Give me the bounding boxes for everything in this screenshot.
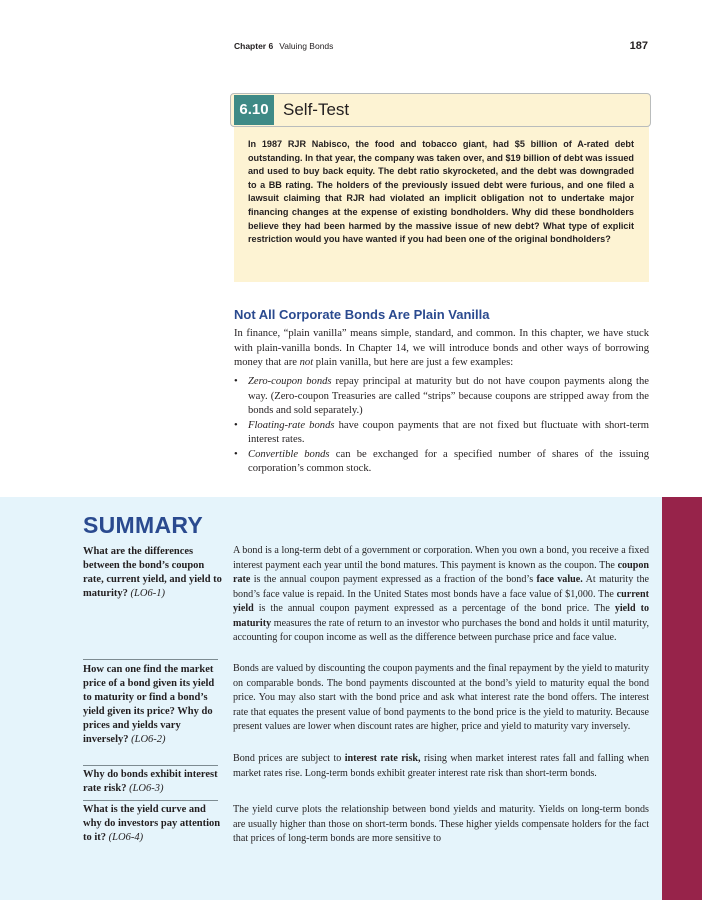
- section-heading: Not All Corporate Bonds Are Plain Vanilla: [234, 307, 490, 322]
- page-number: 187: [629, 40, 648, 52]
- summary-answer-2: Bonds are valued by discounting the coupon payments and the final repayment by the yield to maturity on comparable bonds. The bond payments discounted at the bond’s yield to maturity equal the bond price. You may also start with the bond price and ask what interest rate the bond offers. The interest rate that equates the present value of bond payments to the bond price is the yield to maturity. Because present values are lower when discount rates are higher, price and yield to maturity vary inversely.: [233, 663, 649, 732]
- summary-question-4: What is the yield curve and why do investors pay attention to it? (LO6-4): [83, 804, 221, 843]
- margin-color-bar: [662, 497, 702, 900]
- self-test-title: Self-Test: [283, 100, 350, 119]
- divider: [83, 659, 218, 660]
- summary-title: SUMMARY: [83, 512, 204, 538]
- list-item: • Floating-rate bonds have coupon payments that are not fixed but fluctuate with short-term interest rates.: [234, 419, 649, 448]
- summary-answer-4: The yield curve plots the relationship between bond yields and maturity. Yields on long-term bonds are usually higher than those on short-term bonds. These higher yields compensate holders for the fact that prices of long-term bonds are more sensitive to: [233, 804, 649, 844]
- section-intro: In finance, “plain vanilla” means simple, standard, and common. In this chapter, we have stuck with plain-vanilla bonds. In Chapter 14, we will introduce bonds and other ways of borrowing money that are not plain vanilla, but here are just a few examples:: [234, 328, 649, 368]
- summary-answer-1: A bond is a long-term debt of a government or corporation. When you own a bond, you receive a fixed interest payment each year until the bond matures. This payment is known as the coupon. The coupon rate is the annual coupon payment expressed as a fraction of the bond’s face value. At maturity the bond’s face value is repaid. In the United States most bonds have a face value of $1,000. The current yield is the annual coupon payment expressed as a percentage of the bond price. The yield to maturity measures the rate of return to an investor who purchases the bond and holds it until maturity, accounting for coupon income as well as the difference between purchase price and face value.: [233, 545, 649, 643]
- summary-answer-3: Bond prices are subject to interest rate risk, rising when market interest rates fall and falling when market rates rise. Long-term bonds exhibit greater interest rate risk than short-term bonds.: [233, 753, 649, 779]
- divider: [83, 800, 218, 801]
- summary-question-3: Why do bonds exhibit interest rate risk? (LO6-3): [83, 769, 218, 794]
- chapter-label: Chapter 6 Valuing Bonds: [234, 41, 334, 51]
- summary-question-2: How can one find the market price of a bond given its yield to maturity or find a bond’s yield given its price? Why do prices and yields vary inversely? (LO6-2): [83, 664, 215, 745]
- summary-question-1: What are the differences between the bond’s coupon rate, current yield, and yield to maturity? (LO6-1): [83, 546, 222, 599]
- bond-types-list: [234, 375, 649, 477]
- running-header: [234, 40, 648, 54]
- self-test-header: [230, 93, 651, 127]
- self-test-number: 6.10: [234, 95, 274, 125]
- list-item: • Convertible bonds can be exchanged for a specified number of shares of the issuing corporation’s common stock.: [234, 448, 649, 477]
- divider: [83, 765, 218, 766]
- self-test-box: [234, 95, 649, 282]
- list-item: • Zero-coupon bonds repay principal at maturity but do not have coupon payments along the way. (Zero-coupon Treasuries are called “strips” because coupons are stripped away from the bonds and sold separately.): [234, 375, 649, 419]
- self-test-body: In 1987 RJR Nabisco, the food and tobacco giant, had $5 billion of A-rated debt outstanding. In that year, the company was taken over, and $19 billion of debt was issued and used to buy back equity. The debt ratio skyrocketed, and the debt was downgraded to a BB rating. The holders of the previously issued debt were furious, and one filed a lawsuit claiming that RJR had violated an implicit obligation not to undertake major financing changes at the expense of existing bondholders. Why did these bondholders believe they had been harmed by the massive issue of new debt? What type of explicit restriction would you have wanted if you had been one of the original bondholders?: [248, 139, 634, 245]
- chapter-title: Valuing Bonds: [279, 41, 334, 51]
